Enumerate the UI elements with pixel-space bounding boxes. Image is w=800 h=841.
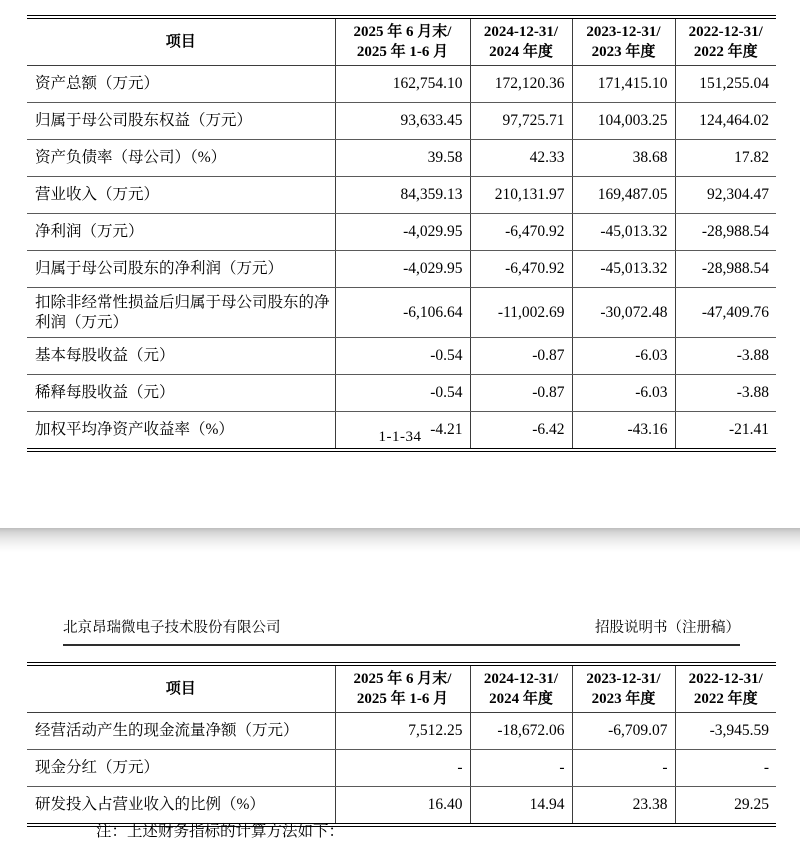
row-label: 净利润（万元） [27, 214, 335, 251]
row-label: 营业收入（万元） [27, 177, 335, 214]
table-row [27, 66, 776, 103]
table-cell: -43.16 [572, 412, 675, 451]
table-cell: 84,359.13 [335, 177, 470, 214]
table-cell: -6,470.92 [470, 214, 572, 251]
table-cell: -0.54 [335, 338, 470, 375]
table-cell: 42.33 [470, 140, 572, 177]
table-cell: -11,002.69 [470, 288, 572, 338]
table-row [27, 338, 776, 375]
table-cell: -6,106.64 [335, 288, 470, 338]
column-header-2025: 2025 年 6 月末/ 2025 年 1-6 月 [335, 664, 470, 713]
row-label: 资产负债率（母公司）（%） [27, 140, 335, 177]
table-cell: 151,255.04 [675, 66, 776, 103]
row-label: 经营活动产生的现金流量净额（万元） [27, 713, 335, 750]
table-cell: -4,029.95 [335, 251, 470, 288]
table-cell: -3.88 [675, 375, 776, 412]
table-cell: 38.68 [572, 140, 675, 177]
row-label: 稀释每股收益（元） [27, 375, 335, 412]
table-cell: -6,709.07 [572, 713, 675, 750]
column-header-item: 项目 [27, 664, 335, 713]
table-cell: 97,725.71 [470, 103, 572, 140]
table-cell: -4,029.95 [335, 214, 470, 251]
table-cell: - [335, 750, 470, 787]
table-row [27, 140, 776, 177]
column-header-2024: 2024-12-31/ 2024 年度 [470, 17, 572, 66]
column-header-2024: 2024-12-31/ 2024 年度 [470, 664, 572, 713]
column-header-item [27, 17, 335, 66]
financial-indicators-table [27, 15, 776, 452]
table-cell: -28,988.54 [675, 214, 776, 251]
document-type: 招股说明书（注册稿） [595, 620, 740, 636]
table-cell: 104,003.25 [572, 103, 675, 140]
column-header-2022: 2022-12-31/ 2022 年度 [675, 664, 776, 713]
table-cell: -0.87 [470, 338, 572, 375]
column-header-2023: 2023-12-31/ 2023 年度 [572, 17, 675, 66]
table-row [27, 713, 776, 750]
table-cell: -6,470.92 [470, 251, 572, 288]
column-header-2025: 2025 年 6 月末/ 2025 年 1-6 月 [335, 17, 470, 66]
table-cell: 92,304.47 [675, 177, 776, 214]
table-cell: 7,512.25 [335, 713, 470, 750]
table-cell: 172,120.36 [470, 66, 572, 103]
table-header-row [27, 17, 776, 66]
table-cell: -3.88 [675, 338, 776, 375]
column-header-2022: 2022-12-31/ 2022 年度 [675, 17, 776, 66]
table-cell: 14.94 [470, 787, 572, 826]
table-row [27, 750, 776, 787]
row-label: 基本每股收益（元） [27, 338, 335, 375]
footnote: 注：上述财务指标的计算方法如下： [96, 823, 345, 840]
row-label: 现金分红（万元） [27, 750, 335, 787]
table-cell: -28,988.54 [675, 251, 776, 288]
table-row [27, 214, 776, 251]
table-cell: -45,013.32 [572, 251, 675, 288]
table-cell: -6.42 [470, 412, 572, 451]
table-cell: -0.54 [335, 375, 470, 412]
row-label: 研发投入占营业收入的比例（%） [27, 787, 335, 826]
table-cell: -18,672.06 [470, 713, 572, 750]
table-cell: 17.82 [675, 140, 776, 177]
row-label: 扣除非经常性损益后归属于母公司股东的净利润（万元） [27, 288, 335, 338]
table-cell: -4.21 [335, 412, 470, 451]
column-header-label: 项目 [165, 34, 196, 50]
column-header-2023: 2023-12-31/ 2023 年度 [572, 664, 675, 713]
table-cell: -3,945.59 [675, 713, 776, 750]
table-cell: - [572, 750, 675, 787]
table-row [27, 375, 776, 412]
table-cell: - [675, 750, 776, 787]
row-label: 资产总额（万元） [27, 66, 335, 103]
page-number: 1-1-34 [378, 429, 422, 445]
table-cell: 171,415.10 [572, 66, 675, 103]
table-row [27, 288, 776, 338]
table-row [27, 177, 776, 214]
table-cell: 16.40 [335, 787, 470, 826]
table-header-row [27, 664, 776, 713]
table-cell: 29.25 [675, 787, 776, 826]
table-cell: -21.41 [675, 412, 776, 451]
table-cell: 210,131.97 [470, 177, 572, 214]
row-label: 归属于母公司股东的净利润（万元） [27, 251, 335, 288]
table-row [27, 251, 776, 288]
table-cell: -47,409.76 [675, 288, 776, 338]
page-break-separator [0, 528, 800, 552]
table-cell: 162,754.10 [335, 66, 470, 103]
row-label: 加权平均净资产收益率（%） [27, 412, 335, 451]
table-cell: -6.03 [572, 338, 675, 375]
table-cell: 169,487.05 [572, 177, 675, 214]
table-cell: 39.58 [335, 140, 470, 177]
table-row [27, 103, 776, 140]
table-cell: 23.38 [572, 787, 675, 826]
table-cell: 93,633.45 [335, 103, 470, 140]
row-label: 归属于母公司股东权益（万元） [27, 103, 335, 140]
cashflow-indicators-table [27, 662, 776, 827]
table-cell: -30,072.48 [572, 288, 675, 338]
company-name: 北京昂瑞微电子技术股份有限公司 [63, 620, 281, 636]
table-cell: - [470, 750, 572, 787]
table-cell: -0.87 [470, 375, 572, 412]
running-header [63, 616, 740, 646]
table-cell: -45,013.32 [572, 214, 675, 251]
table-cell: 124,464.02 [675, 103, 776, 140]
table-cell: -6.03 [572, 375, 675, 412]
